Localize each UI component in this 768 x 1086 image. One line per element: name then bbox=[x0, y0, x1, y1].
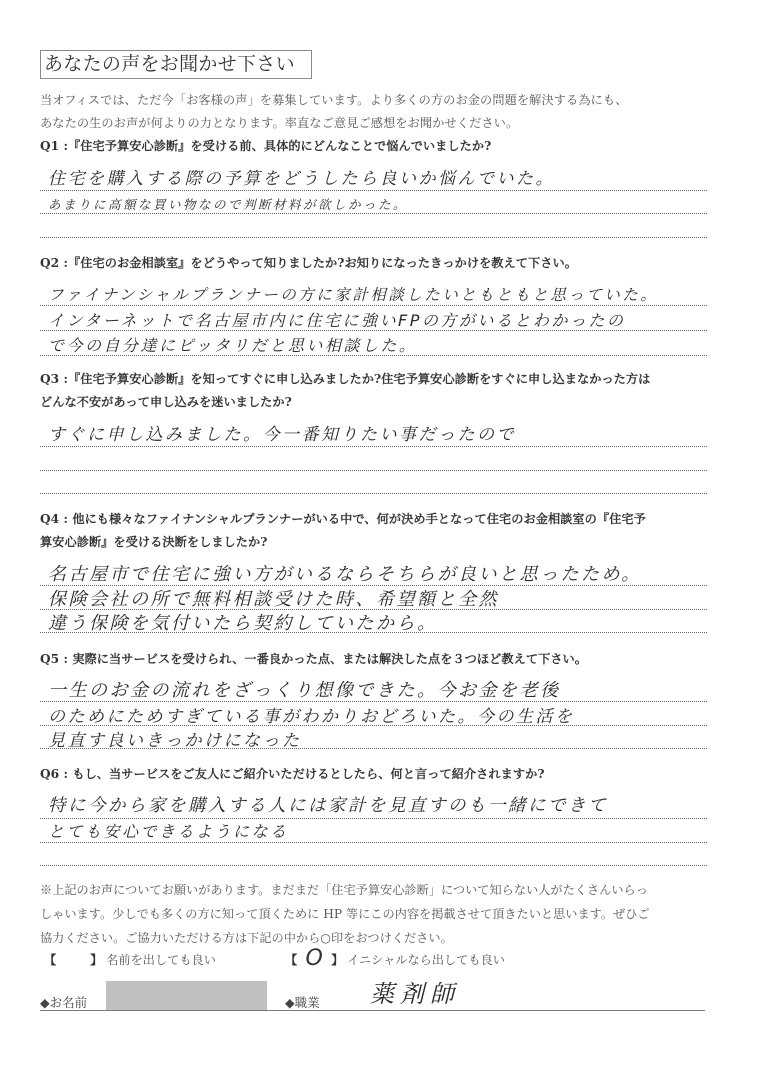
answer-q1-line-1: 住宅を購入する際の予算をどうしたら良いか悩んでいた。 bbox=[48, 169, 555, 189]
question-q1: Q1 :『住宅予算安心診断』を受ける前、具体的にどんなことで悩んでいましたか? bbox=[40, 139, 492, 153]
option-mark-circle: O bbox=[305, 946, 323, 971]
answer-q4-line-2: 保険会社の所で無料相談受けた時、希望額と全然 bbox=[48, 589, 499, 610]
answer-q5-line-3: 見直す良いきっかけになった bbox=[48, 731, 302, 751]
answer-q6-line-1: 特に今から家を購入する人には家計を見直すのも一緒にできて bbox=[48, 796, 608, 816]
answer-line-q3-3 bbox=[40, 493, 707, 494]
question-q5: Q5 : 実際に当サービスを受けられ、一番良かった点、または解決した点を３つほど教えて下さい。 bbox=[40, 652, 588, 666]
bracket-close: 】 bbox=[90, 953, 103, 967]
job-value: 薬剤師 bbox=[370, 980, 460, 1008]
answer-line-q6-2 bbox=[40, 842, 707, 843]
answer-line-q1-1 bbox=[40, 190, 707, 191]
consent-note-line-2: しゃいます。少しでも多くの方に知って頂くために HP 等にこの内容を掲載させて頂きたいと思います。ぜひご bbox=[40, 907, 650, 921]
answer-line-q3-1 bbox=[40, 446, 707, 447]
name-redacted-box bbox=[106, 981, 267, 1010]
intro-line-2: あなたの生のお声が何よりの力となります。率直なご意見ご感想をお聞かせください。 bbox=[40, 116, 519, 130]
option-label: イニシャルなら出しても良い bbox=[347, 953, 505, 967]
answer-line-q5-3 bbox=[40, 748, 707, 749]
consent-note-line-3: 協力ください。ご協力いただける方は下記の中から○印をおつけください。 bbox=[40, 931, 453, 945]
answer-q2-line-1: ファイナンシャルプランナーの方に家計相談したいともともと思っていた。 bbox=[48, 286, 659, 304]
answer-line-q1-2 bbox=[40, 213, 707, 214]
bracket-open: 【 bbox=[285, 953, 298, 967]
question-q3-line-1: Q3 :『住宅予算安心診断』を知ってすぐに申し込みましたか?住宅予算安心診断をすぐに申し込まなかった方は bbox=[40, 372, 651, 386]
answer-q2-line-3: で今の自分達にピッタリだと思い相談した。 bbox=[48, 336, 418, 355]
bracket-open: 【 bbox=[44, 953, 57, 967]
answer-q1-line-2: あまりに高額な買い物なので判断材料が欲しかった。 bbox=[48, 197, 409, 212]
answer-line-q3-2 bbox=[40, 470, 707, 471]
intro-line-1: 当オフィスでは、ただ今「お客様の声」を募集しています。より多くの方のお金の問題を解決する為にも、 bbox=[40, 93, 628, 107]
option-label: 名前を出しても良い bbox=[106, 953, 216, 967]
signature-underline bbox=[40, 1010, 705, 1011]
answer-q6-line-2: とても安心できるようになる bbox=[48, 822, 289, 841]
answer-q4-line-3: 違う保険を気付いたら契約していたから。 bbox=[48, 613, 438, 634]
answer-q2-line-2: インターネットで名古屋市内に住宅に強いFPの方がいるとわかったの bbox=[48, 311, 626, 330]
answer-line-q1-3 bbox=[40, 237, 707, 238]
name-label: ◆お名前 bbox=[40, 995, 88, 1010]
page-title: あなたの声をお聞かせ下さい bbox=[40, 50, 312, 79]
answer-line-q4-3 bbox=[40, 632, 707, 633]
answer-q4-line-1: 名古屋市で住宅に強い方がいるならそちらが良いと思ったため。 bbox=[48, 564, 642, 585]
answer-line-q2-2 bbox=[40, 330, 707, 331]
question-q4-line-2: 算安心診断』を受ける決断をしましたか? bbox=[40, 535, 268, 549]
consent-option-name[interactable] bbox=[44, 951, 216, 968]
answer-q3-line-1: すぐに申し込みました。今一番知りたい事だったので bbox=[48, 425, 516, 445]
question-q2: Q2 :『住宅のお金相談室』をどうやって知りましたか?お知りになったきっかけを教えて下さい。 bbox=[40, 256, 577, 270]
answer-q5-line-2: のためにためすぎている事がわかりおどろいた。今の生活を bbox=[48, 707, 575, 727]
consent-option-initials[interactable] bbox=[285, 946, 505, 971]
answer-line-q2-1 bbox=[40, 305, 707, 306]
question-q6: Q6 : もし、当サービスをご友人にご紹介いただけるとしたら、何と言って紹介されますか? bbox=[40, 767, 545, 781]
question-q3-line-2: どんな不安があって申し込みを迷いましたか? bbox=[40, 395, 292, 409]
answer-line-q2-3 bbox=[40, 355, 707, 356]
question-q4-line-1: Q4 : 他にも様々なファイナンシャルプランナーがいる中で、何が決め手となって住宅のお金相談室の『住宅予 bbox=[40, 512, 646, 526]
job-label: ◆職業 bbox=[285, 995, 320, 1010]
answer-line-q6-3 bbox=[40, 865, 707, 866]
bracket-close: 】 bbox=[331, 953, 344, 967]
consent-note-line-1: ※上記のお声についてお願いがあります。まだまだ「住宅予算安心診断」について知らない人がたくさんいらっ bbox=[40, 883, 648, 897]
answer-q5-line-1: 一生のお金の流れをざっくり想像できた。今お金を老後 bbox=[48, 680, 561, 701]
